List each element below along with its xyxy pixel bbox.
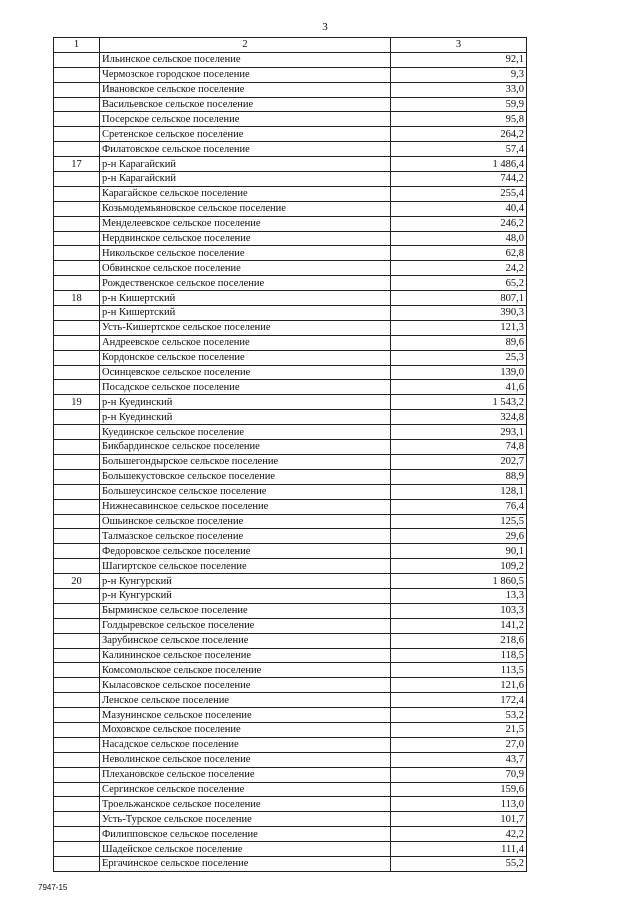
table-row (54, 499, 527, 514)
row-number-cell (54, 633, 100, 648)
row-name-cell: Ергачинское сельское поселение (100, 856, 391, 871)
row-number-cell (54, 142, 100, 157)
row-name-cell: Карагайское сельское поселение (100, 186, 391, 201)
table-row (54, 767, 527, 782)
row-name-cell: Кыласовское сельское поселение (100, 678, 391, 693)
row-value-cell: 42,2 (391, 827, 527, 842)
row-value-cell: 101,7 (391, 812, 527, 827)
row-value-cell: 1 486,4 (391, 157, 527, 172)
table-row (54, 663, 527, 678)
table-row (54, 67, 527, 82)
row-number-cell (54, 737, 100, 752)
row-value-cell: 125,5 (391, 514, 527, 529)
row-name-cell: р-н Кунгурский (100, 574, 391, 589)
row-value-cell: 65,2 (391, 276, 527, 291)
table-row (54, 693, 527, 708)
row-name-cell: р-н Карагайский (100, 157, 391, 172)
row-name-cell: Неволинское сельское поселение (100, 752, 391, 767)
row-name-cell: Голдыревское сельское поселение (100, 618, 391, 633)
row-name-cell: Бикбардинское сельское поселение (100, 440, 391, 455)
row-number-cell (54, 484, 100, 499)
row-number-cell (54, 648, 100, 663)
table-row (54, 172, 527, 187)
row-number-cell (54, 112, 100, 127)
row-name-cell: Посерское сельское поселение (100, 112, 391, 127)
row-name-cell: Куединское сельское поселение (100, 425, 391, 440)
row-number-cell (54, 216, 100, 231)
row-name-cell: р-н Кунгурский (100, 588, 391, 603)
row-name-cell: Зарубинское сельское поселение (100, 633, 391, 648)
row-value-cell: 90,1 (391, 544, 527, 559)
row-name-cell: Ошьинское сельское поселение (100, 514, 391, 529)
table-row (54, 395, 527, 410)
row-number-cell (54, 231, 100, 246)
table-row (54, 291, 527, 306)
row-value-cell: 159,6 (391, 782, 527, 797)
row-value-cell: 109,2 (391, 559, 527, 574)
row-value-cell: 25,3 (391, 350, 527, 365)
table-row (54, 261, 527, 276)
row-value-cell: 264,2 (391, 127, 527, 142)
row-number-cell (54, 469, 100, 484)
row-value-cell: 113,5 (391, 663, 527, 678)
row-value-cell: 62,8 (391, 246, 527, 261)
row-name-cell: Ильинское сельское поселение (100, 52, 391, 67)
row-name-cell: Плехановское сельское поселение (100, 767, 391, 782)
row-value-cell: 29,6 (391, 529, 527, 544)
row-number-cell (54, 663, 100, 678)
row-number-cell (54, 172, 100, 187)
row-number-cell (54, 514, 100, 529)
row-value-cell: 141,2 (391, 618, 527, 633)
row-value-cell: 92,1 (391, 52, 527, 67)
row-value-cell: 128,1 (391, 484, 527, 499)
row-name-cell: р-н Куединский (100, 395, 391, 410)
row-number-cell (54, 588, 100, 603)
table-row (54, 440, 527, 455)
table-row (54, 454, 527, 469)
table-row (54, 335, 527, 350)
table-row (54, 544, 527, 559)
row-value-cell: 121,6 (391, 678, 527, 693)
row-value-cell: 27,0 (391, 737, 527, 752)
row-name-cell: Кордонское сельское поселение (100, 350, 391, 365)
row-number-cell: 20 (54, 574, 100, 589)
row-number-cell: 17 (54, 157, 100, 172)
row-value-cell: 13,3 (391, 588, 527, 603)
row-name-cell: Бырминское сельское поселение (100, 603, 391, 618)
row-value-cell: 172,4 (391, 693, 527, 708)
header-col-3: 3 (391, 38, 527, 53)
page-number: 3 (322, 21, 328, 33)
row-name-cell: Насадское сельское поселение (100, 737, 391, 752)
row-name-cell: Филатовское сельское поселение (100, 142, 391, 157)
row-value-cell: 88,9 (391, 469, 527, 484)
row-number-cell (54, 440, 100, 455)
table-row (54, 737, 527, 752)
table-row (54, 246, 527, 261)
row-number-cell (54, 82, 100, 97)
row-value-cell: 255,4 (391, 186, 527, 201)
row-value-cell: 41,6 (391, 380, 527, 395)
table-row (54, 306, 527, 321)
row-number-cell (54, 618, 100, 633)
row-value-cell: 118,5 (391, 648, 527, 663)
row-value-cell: 390,3 (391, 306, 527, 321)
row-value-cell: 9,3 (391, 67, 527, 82)
table-row (54, 157, 527, 172)
table-row (54, 484, 527, 499)
row-number-cell (54, 306, 100, 321)
row-number-cell (54, 67, 100, 82)
row-value-cell: 74,8 (391, 440, 527, 455)
row-value-cell: 76,4 (391, 499, 527, 514)
row-value-cell: 55,2 (391, 856, 527, 871)
row-number-cell (54, 559, 100, 574)
row-number-cell (54, 261, 100, 276)
table-row (54, 529, 527, 544)
table-row (54, 514, 527, 529)
row-value-cell: 246,2 (391, 216, 527, 231)
row-value-cell: 113,0 (391, 797, 527, 812)
table-row (54, 722, 527, 737)
table-row (54, 52, 527, 67)
row-value-cell: 111,4 (391, 842, 527, 857)
row-name-cell: Нердвинское сельское поселение (100, 231, 391, 246)
row-name-cell: Сергинское сельское поселение (100, 782, 391, 797)
row-value-cell: 807,1 (391, 291, 527, 306)
row-number-cell (54, 380, 100, 395)
row-name-cell: р-н Кишертский (100, 291, 391, 306)
row-number-cell (54, 365, 100, 380)
row-number-cell (54, 127, 100, 142)
table-row (54, 350, 527, 365)
row-name-cell: Троельжанское сельское поселение (100, 797, 391, 812)
row-value-cell: 103,3 (391, 603, 527, 618)
row-value-cell: 24,2 (391, 261, 527, 276)
row-number-cell (54, 767, 100, 782)
row-number-cell (54, 752, 100, 767)
data-table (53, 37, 527, 872)
table-row (54, 380, 527, 395)
table-row (54, 782, 527, 797)
row-number-cell (54, 797, 100, 812)
table-row (54, 633, 527, 648)
row-number-cell (54, 320, 100, 335)
row-name-cell: Андреевское сельское поселение (100, 335, 391, 350)
row-value-cell: 59,9 (391, 97, 527, 112)
row-name-cell: Мазунинское сельское поселение (100, 708, 391, 723)
row-name-cell: Усть-Турское сельское поселение (100, 812, 391, 827)
row-number-cell (54, 827, 100, 842)
row-value-cell: 121,3 (391, 320, 527, 335)
row-name-cell: Шагиртское сельское поселение (100, 559, 391, 574)
table-row (54, 425, 527, 440)
row-name-cell: Талмазское сельское поселение (100, 529, 391, 544)
row-name-cell: Ивановское сельское поселение (100, 82, 391, 97)
row-number-cell (54, 350, 100, 365)
table-row (54, 648, 527, 663)
table-row (54, 574, 527, 589)
row-number-cell (54, 603, 100, 618)
row-value-cell: 1 860,5 (391, 574, 527, 589)
row-name-cell: р-н Куединский (100, 410, 391, 425)
row-number-cell: 19 (54, 395, 100, 410)
row-value-cell: 21,5 (391, 722, 527, 737)
row-value-cell: 40,4 (391, 201, 527, 216)
row-number-cell (54, 246, 100, 261)
row-name-cell: р-н Карагайский (100, 172, 391, 187)
row-name-cell: Менделеевское сельское поселение (100, 216, 391, 231)
row-number-cell (54, 201, 100, 216)
row-name-cell: Филипповское сельское поселение (100, 827, 391, 842)
row-value-cell: 324,8 (391, 410, 527, 425)
row-number-cell (54, 856, 100, 871)
row-value-cell: 57,4 (391, 142, 527, 157)
row-number-cell (54, 410, 100, 425)
table-row (54, 201, 527, 216)
table-row (54, 231, 527, 246)
row-number-cell (54, 529, 100, 544)
table-row (54, 97, 527, 112)
table-row (54, 410, 527, 425)
row-number-cell (54, 425, 100, 440)
row-name-cell: Чермозское городское поселение (100, 67, 391, 82)
table-row (54, 856, 527, 871)
table-header-row (54, 38, 527, 53)
table-row (54, 752, 527, 767)
row-name-cell: Большеусинское сельское поселение (100, 484, 391, 499)
table-row (54, 618, 527, 633)
row-value-cell: 53,2 (391, 708, 527, 723)
table-row (54, 365, 527, 380)
row-value-cell: 33,0 (391, 82, 527, 97)
row-name-cell: Усть-Кишертское сельское поселение (100, 320, 391, 335)
table-row (54, 82, 527, 97)
row-name-cell: Большекустовское сельское поселение (100, 469, 391, 484)
row-value-cell: 48,0 (391, 231, 527, 246)
table-row (54, 127, 527, 142)
row-name-cell: Ленское сельское поселение (100, 693, 391, 708)
row-name-cell: р-н Кишертский (100, 306, 391, 321)
row-number-cell (54, 678, 100, 693)
row-value-cell: 70,9 (391, 767, 527, 782)
row-number-cell (54, 812, 100, 827)
row-value-cell: 744,2 (391, 172, 527, 187)
header-col-1: 1 (54, 38, 100, 53)
document-code: 7947-15 (38, 883, 68, 892)
row-number-cell (54, 544, 100, 559)
row-number-cell (54, 722, 100, 737)
row-name-cell: Обвинское сельское поселение (100, 261, 391, 276)
table-row (54, 812, 527, 827)
row-number-cell (54, 186, 100, 201)
row-name-cell: Нижнесавинское сельское поселение (100, 499, 391, 514)
table-row (54, 797, 527, 812)
table-row (54, 142, 527, 157)
row-value-cell: 218,6 (391, 633, 527, 648)
row-name-cell: Федоровское сельское поселение (100, 544, 391, 559)
row-value-cell: 43,7 (391, 752, 527, 767)
row-name-cell: Никольское сельское поселение (100, 246, 391, 261)
row-number-cell (54, 782, 100, 797)
row-number-cell (54, 499, 100, 514)
row-number-cell (54, 97, 100, 112)
table-row (54, 186, 527, 201)
row-number-cell (54, 693, 100, 708)
row-number-cell: 18 (54, 291, 100, 306)
row-number-cell (54, 276, 100, 291)
row-name-cell: Большегондырское сельское поселение (100, 454, 391, 469)
table-row (54, 842, 527, 857)
table-row (54, 708, 527, 723)
table-row (54, 469, 527, 484)
row-number-cell (54, 708, 100, 723)
table-row (54, 678, 527, 693)
row-name-cell: Посадское сельское поселение (100, 380, 391, 395)
row-name-cell: Осинцевское сельское поселение (100, 365, 391, 380)
table-row (54, 827, 527, 842)
row-number-cell (54, 842, 100, 857)
table-row (54, 603, 527, 618)
row-value-cell: 202,7 (391, 454, 527, 469)
row-number-cell (54, 52, 100, 67)
row-number-cell (54, 335, 100, 350)
row-name-cell: Сретенское сельское поселение (100, 127, 391, 142)
row-name-cell: Моховское сельское поселение (100, 722, 391, 737)
header-col-2: 2 (100, 38, 391, 53)
row-value-cell: 1 543,2 (391, 395, 527, 410)
row-value-cell: 139,0 (391, 365, 527, 380)
table-row (54, 559, 527, 574)
table-row (54, 320, 527, 335)
table-row (54, 276, 527, 291)
table-row (54, 588, 527, 603)
row-value-cell: 95,8 (391, 112, 527, 127)
row-name-cell: Козьмодемьяновское сельское поселение (100, 201, 391, 216)
row-name-cell: Комсомольское сельское поселение (100, 663, 391, 678)
row-name-cell: Рождественское сельское поселение (100, 276, 391, 291)
row-name-cell: Калининское сельское поселение (100, 648, 391, 663)
row-name-cell: Шадейское сельское поселение (100, 842, 391, 857)
row-number-cell (54, 454, 100, 469)
row-name-cell: Васильевское сельское поселение (100, 97, 391, 112)
table-row (54, 112, 527, 127)
row-value-cell: 89,6 (391, 335, 527, 350)
table-row (54, 216, 527, 231)
row-value-cell: 293,1 (391, 425, 527, 440)
